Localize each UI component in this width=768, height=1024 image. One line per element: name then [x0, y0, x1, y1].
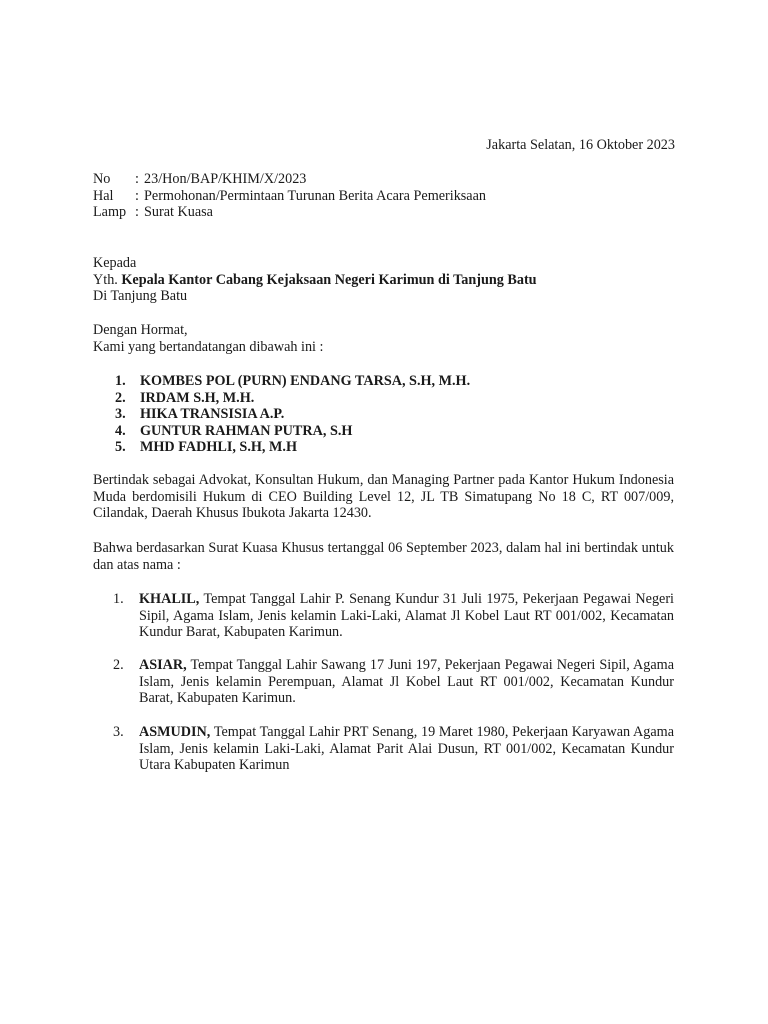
meta-separator: : [135, 171, 139, 187]
list-number: 4. [115, 422, 126, 439]
place-date: Jakarta Selatan, 16 Oktober 2023 [486, 137, 675, 153]
client-details: Tempat Tanggal Lahir Sawang 17 Juni 197, Pekerjaan Pegawai Negeri Sipil, Agama Islam, Jenis kelamin Perempuan, Alamat Jl Kobel Laut RT 001/002, Kecamatan Kundur Barat, Kabupaten Karimun. [139, 657, 674, 707]
list-number: 3. [115, 406, 126, 423]
signer-name: KOMBES POL (PURN) ENDANG TARSA, S.H, M.H. [140, 373, 471, 389]
client-text [139, 724, 674, 774]
client-text [139, 657, 674, 707]
signer-name: HIKA TRANSISIA A.P. [140, 406, 285, 423]
signer-list [115, 373, 470, 456]
client-details: Tempat Tanggal Lahir PRT Senang, 19 Maret 1980, Pekerjaan Karyawan Agama Islam, Jenis kelamin Laki-Laki, Alamat Parit Alai Dusun, RT 001/002, Kecamatan Kundur Utara Kabupaten Karimun [139, 724, 675, 774]
client-name: ASMUDIN, [139, 724, 211, 740]
recipient-name: Kepala Kantor Cabang Kejaksaan Negeri Karimun di Tanjung Batu [121, 271, 537, 288]
meta-key: Hal [93, 187, 114, 204]
client-item [93, 657, 674, 707]
signer-item [115, 390, 470, 407]
client-item [93, 591, 674, 641]
intro-text: Kami yang bertandatangan dibawah ini : [93, 338, 324, 355]
signer-item [115, 406, 470, 423]
recipient-block [93, 255, 537, 305]
client-name: KHALIL, [139, 591, 200, 607]
meta-key: No [93, 171, 111, 187]
letter-meta [93, 171, 486, 221]
meta-separator: : [135, 204, 139, 221]
meta-separator: : [135, 187, 139, 204]
meta-row-attachment [93, 204, 486, 221]
list-number: 2. [115, 389, 126, 406]
recipient-prefix: Yth. [93, 271, 118, 288]
client-details: Tempat Tanggal Lahir P. Senang Kundur 31 Juli 1975, Pekerjaan Pegawai Negeri Sipil, Agama Islam, Jenis kelamin Laki-Laki, Alamat Jl Kobel Laut RT 001/002, Kecamatan Kundur Barat, Kabupaten Karimun. [139, 591, 674, 641]
client-text [139, 591, 674, 641]
greeting: Dengan Hormat, [93, 322, 188, 338]
signer-name: GUNTUR RAHMAN PUTRA, S.H [140, 422, 353, 439]
meta-value: Permohonan/Permintaan Turunan Berita Acara Pemeriksaan [144, 187, 486, 204]
meta-value: Surat Kuasa [144, 204, 213, 221]
signer-item [115, 423, 470, 440]
list-number: 2. [113, 657, 124, 673]
list-number: 5. [115, 439, 126, 456]
list-number: 1. [115, 373, 126, 389]
meta-row-subject [93, 188, 486, 205]
recipient-kepada: Kepada [93, 255, 137, 271]
recipient-line [93, 272, 537, 289]
meta-key: Lamp [93, 204, 127, 221]
basis-paragraph: Bahwa berdasarkan Surat Kuasa Khusus tertanggal 06 September 2023, dalam hal ini bertindak untuk dan atas nama : [93, 540, 674, 573]
capacity-paragraph: Bertindak sebagai Advokat, Konsultan Hukum, dan Managing Partner pada Kantor Hukum Indonesia Muda berdomisili Hukum di CEO Building Level 12, JL TB Simatupang No 18 C, RT 007/009, Cilandak, Daerah Khusus Ibukota Jakarta 12430. [93, 472, 674, 522]
client-item [93, 724, 674, 774]
signer-item [115, 439, 470, 456]
list-number: 1. [113, 591, 124, 607]
recipient-location: Di Tanjung Batu [93, 288, 188, 305]
signer-item [115, 373, 470, 390]
client-name: ASIAR, [139, 657, 187, 673]
greeting-block [93, 322, 323, 355]
signer-name: MHD FADHLI, S.H, M.H [140, 439, 297, 456]
meta-row-number [93, 171, 486, 188]
signer-name: IRDAM S.H, M.H. [140, 389, 255, 406]
list-number: 3. [113, 724, 124, 740]
meta-value: 23/Hon/BAP/KHIM/X/2023 [144, 171, 307, 187]
